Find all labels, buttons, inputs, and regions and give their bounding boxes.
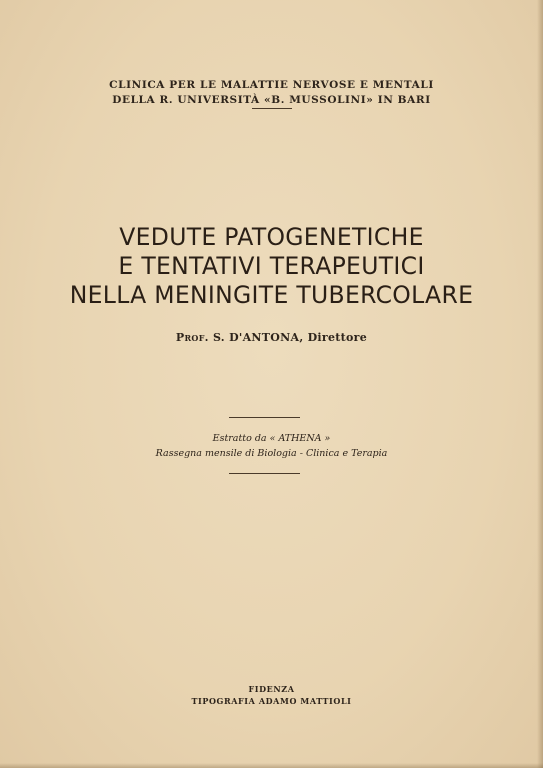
extract-divider-bottom (229, 473, 300, 474)
author-prefix: Prof. (175, 331, 209, 344)
title-line-3: NELLA MENINGITE TUBERCOLARE (69, 281, 474, 309)
extract-line-2: Rassegna mensile di Biologia - Clinica e Terapia (155, 448, 388, 459)
page-edge-shadow-bottom (0, 763, 543, 768)
extract-divider-top (229, 417, 300, 418)
imprint-printer: TIPOGRAFIA ADAMO MATTIOLI (191, 696, 352, 706)
imprint (0, 683, 543, 707)
extract-line-1: Estratto da « ATHENA » (212, 433, 331, 444)
title-line-2: E TENTATIVI TERAPEUTICI (118, 252, 425, 280)
institution-header (0, 78, 543, 108)
author-name: S. D'ANTONA, Direttore (212, 331, 368, 344)
page-edge-shadow-right (537, 0, 543, 768)
imprint-city: FIDENZA (248, 684, 295, 694)
institution-line-1: CLINICA PER LE MALATTIE NERVOSE E MENTALI (109, 79, 434, 91)
author-line (0, 331, 543, 344)
title-line-1: VEDUTE PATOGENETICHE (119, 223, 424, 251)
extract-note (0, 431, 543, 461)
header-divider (252, 108, 292, 109)
document-title (5, 223, 537, 310)
institution-line-2: DELLA R. UNIVERSITÀ «B. MUSSOLINI» IN BARI (112, 94, 431, 106)
